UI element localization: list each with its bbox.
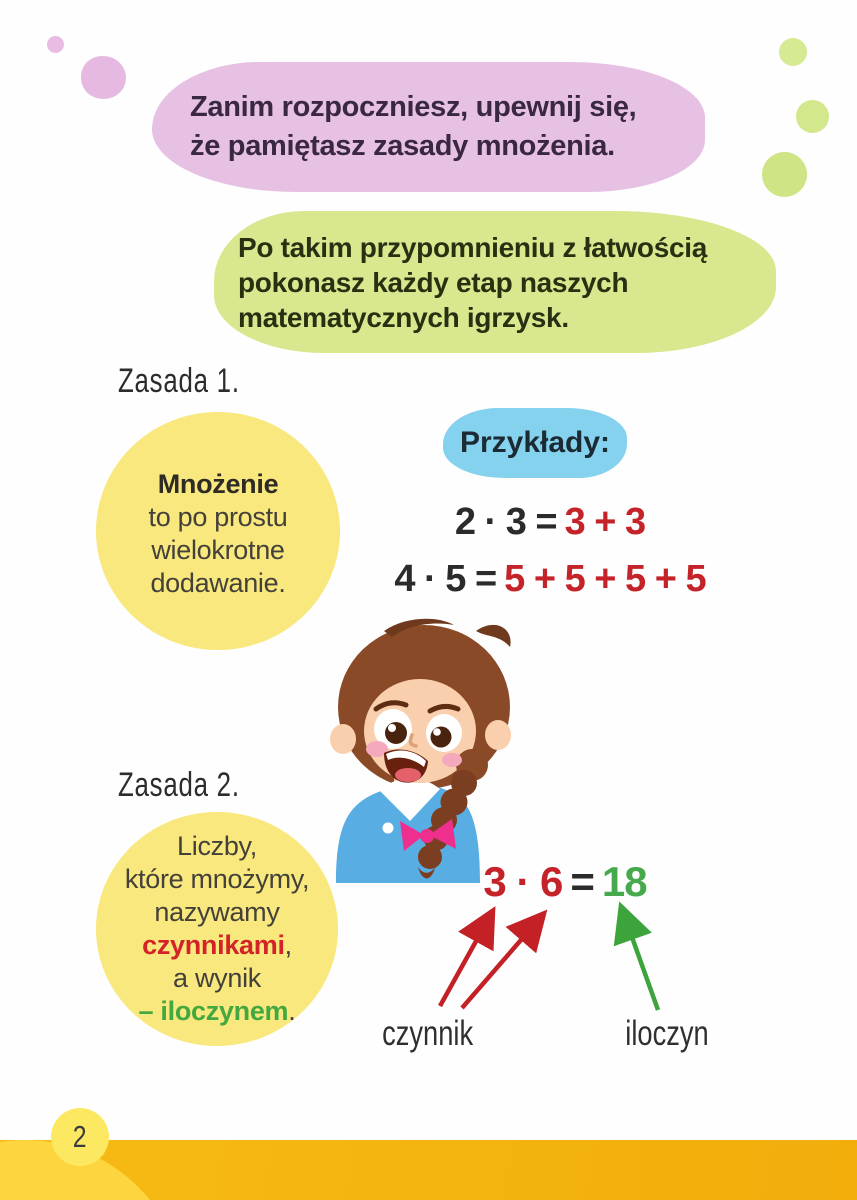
equation-expression: 2 · 3 = <box>454 501 557 543</box>
factor-word-tail: , <box>284 930 292 960</box>
rule1-note-line: dodawanie. <box>150 568 286 598</box>
tip-bubble-line: Po takim przypomnieniu z łatwością <box>238 231 708 263</box>
example-equation-1 <box>380 501 720 544</box>
rule1-note-circle <box>96 412 340 650</box>
product-word-tail: . <box>288 996 296 1026</box>
equation-expansion: 3 + 3 <box>564 501 646 543</box>
factor-product-arrows <box>395 898 685 1016</box>
rule2-note-line: które mnożymy, <box>124 864 310 894</box>
examples-badge: Przykłady: <box>443 408 627 478</box>
rule2-note-product-line <box>139 995 296 1028</box>
product-label: iloczyn <box>625 1014 709 1053</box>
rule2-note-line: a wynik <box>173 963 261 993</box>
factor-label: czynnik <box>382 1014 474 1053</box>
pink-dot-small-icon <box>47 36 64 53</box>
tip-bubble-line: matematycznych igrzysk. <box>238 301 569 333</box>
green-dot-middle-icon <box>796 100 829 133</box>
product-word-lead: – <box>138 996 161 1026</box>
rule2-note-circle <box>96 812 338 1046</box>
girl-illustration <box>328 615 590 883</box>
equation-equals: = <box>570 858 594 905</box>
equation-product: 18 <box>601 858 647 905</box>
factor-arrow <box>462 918 540 1008</box>
equation-expression: 4 · 5 = <box>394 558 497 600</box>
tip-bubble <box>214 211 776 353</box>
tip-bubble-line: pokonasz każdy etap naszych <box>238 266 629 298</box>
equation-factors: 3 · 6 <box>483 858 563 905</box>
page-number: 2 <box>73 1119 87 1154</box>
intro-bubble-line: że pamiętasz zasady mnożenia. <box>190 130 615 162</box>
factor-word: czynnikami <box>142 930 285 960</box>
example-equation-2 <box>380 558 720 601</box>
intro-bubble <box>152 62 705 192</box>
product-word: iloczynem <box>160 996 289 1026</box>
rule2-note-line: nazywamy <box>154 897 280 927</box>
rule1-note-emphasis: Mnożenie <box>157 469 279 499</box>
rule2-note-factor-line <box>142 929 292 962</box>
rule2-heading: Zasada 2. <box>118 766 240 804</box>
equation-expansion: 5 + 5 + 5 + 5 <box>504 558 706 600</box>
rule2-note-line: Liczby, <box>177 831 257 861</box>
green-dot-top-icon <box>779 38 807 66</box>
factor-arrow <box>440 916 490 1006</box>
page-number-badge <box>51 1108 109 1166</box>
green-dot-bottom-icon <box>762 152 807 197</box>
pink-dot-large-icon <box>81 56 126 99</box>
product-arrow <box>623 912 658 1010</box>
rule1-note-line: to po prostu <box>148 502 288 532</box>
rule1-note-line: wielokrotne <box>151 535 285 565</box>
rule1-heading: Zasada 1. <box>118 362 240 400</box>
intro-bubble-line: Zanim rozpoczniesz, upewnij się, <box>190 91 637 123</box>
